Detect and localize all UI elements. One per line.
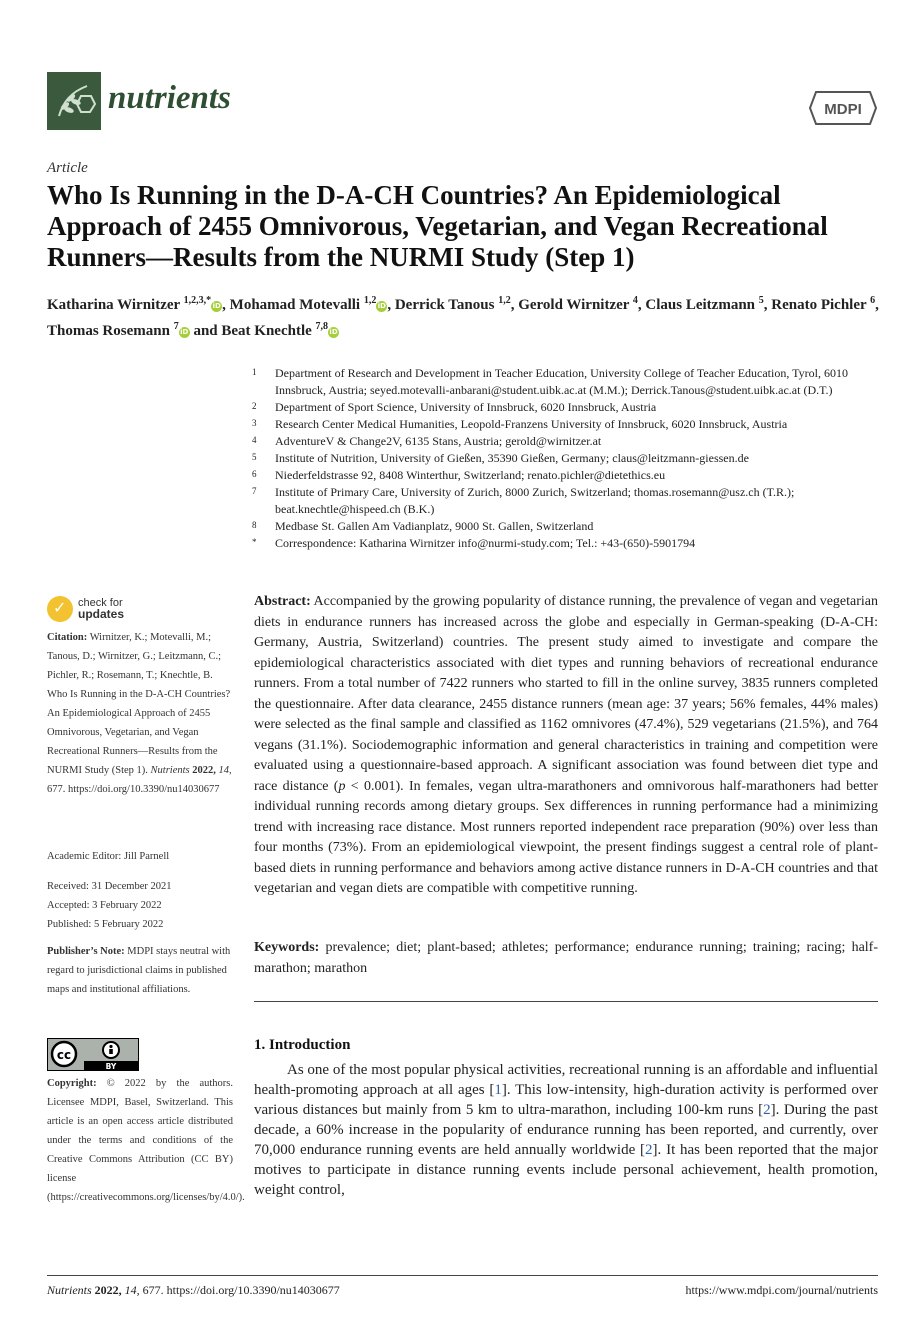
section-divider (254, 1001, 878, 1002)
author-affiliation-marks: 1,2,3,* (183, 295, 212, 306)
publisher-note (47, 942, 233, 999)
article-type: Article (47, 160, 88, 176)
publisher-logo (808, 88, 878, 128)
keywords-label: Keywords: (254, 940, 320, 955)
check-updates-line2: updates (78, 607, 125, 621)
check-updates-link[interactable] (78, 598, 124, 621)
affiliation-item (252, 433, 882, 450)
citation-label: Citation: (47, 632, 88, 643)
affiliation-item (252, 535, 882, 552)
check-updates-line1: check for (78, 597, 123, 609)
author-name[interactable]: Renato Pichler (771, 297, 871, 313)
affiliation-number: 7 (252, 486, 257, 496)
journal-name: nutrients (108, 80, 231, 116)
received-date: Received: 31 December 2021 (47, 881, 172, 892)
orcid-icon[interactable]: iD (377, 302, 386, 310)
citation-volume: 14, (218, 765, 232, 776)
intro-text-3: ]. During the past decade, a 60% increase in the popularity of endurance running has been reported, and currently, over 70,000 endurance running events are held annually worldwide [ (254, 1102, 878, 1158)
affiliation-text: Institute of Primary Care, University of Zurich, 8000 Zurich, Switzerland; thomas.rosemann@usz.ch (T.R.); beat.knechtle@hispeed.ch (B.K.) (275, 485, 795, 516)
section-heading: 1. Introduction (254, 1037, 351, 1053)
footer-year: 2022, (94, 1283, 122, 1297)
publisher-note-text: MDPI stays neutral with regard to jurisdictional claims in published maps and institutional affiliations. (47, 946, 231, 995)
academic-editor: Academic Editor: Jill Parnell (47, 851, 170, 862)
affiliation-number: * (252, 537, 257, 547)
affiliation-text: Department of Sport Science, University of Innsbruck, 6020 Innsbruck, Austria (275, 400, 657, 414)
author-affiliation-marks: 1,2 (498, 295, 511, 306)
journal-logo (47, 72, 101, 130)
affiliation-item (252, 450, 882, 467)
abstract (254, 592, 878, 900)
author-affiliation-marks: 6 (870, 295, 876, 306)
citation-link[interactable]: 2 (763, 1102, 771, 1118)
affiliation-number: 4 (252, 435, 257, 445)
author-list: Katharina Wirnitzer $^{1,2,3,*}$iD, Mohamad Motevalli $^{1,2}$iD, Derrick Tanous $^{1,2}$, Gerold Wirnitzer $^4$, Claus Leitzmann $^5$, Renato Pichler $^6$, Thomas Rosemann $^7$iD and Beat Knechtle $^{7,8}$iD (47, 295, 879, 339)
journal-logo-icon (47, 72, 101, 130)
copyright-label: Copyright: (47, 1078, 97, 1089)
citation-doi[interactable]: 677. https://doi.org/10.3390/nu14030677 (47, 784, 220, 795)
affiliation-item (252, 399, 882, 416)
orcid-icon[interactable]: iD (329, 328, 338, 336)
author-affiliation-marks: 4 (632, 295, 638, 306)
published-date: Published: 5 February 2022 (47, 919, 164, 930)
author-affiliation-marks: 7 (173, 321, 179, 332)
footer-journal: Nutrients (47, 1283, 92, 1297)
author-name[interactable]: Gerold Wirnitzer (518, 297, 633, 313)
copyright-block (47, 1074, 245, 1207)
affiliation-item (252, 467, 882, 484)
author-name[interactable]: Beat Knechtle (221, 323, 316, 339)
affiliation-text: Department of Research and Development in Teacher Education, University College of Teacher Education, Tyrol, 6010 Innsbruck, Austria; seyed.motevalli-anbarani@student.uibk.ac.at (M.M.); Derrick.Tanous@student.uibk.ac.at (D.T.) (275, 366, 848, 397)
orcid-icon[interactable]: iD (180, 328, 189, 336)
accepted-date: Accepted: 3 February 2022 (47, 900, 162, 911)
author-name[interactable]: Katharina Wirnitzer (47, 297, 184, 313)
intro-text-1: As one of the most popular physical activities, recreational running is an affordable and influential health-promoting approach at all ages [ (254, 1062, 878, 1098)
dates-block (47, 877, 233, 934)
footer-doi[interactable]: 677. https://doi.org/10.3390/nu14030677 (142, 1283, 340, 1297)
affiliation-number: 3 (252, 418, 257, 428)
author-name[interactable]: Derrick Tanous (394, 297, 499, 313)
cc-by-badge[interactable] (47, 1038, 139, 1071)
affiliation-number: 6 (252, 469, 257, 479)
affiliation-item (252, 365, 882, 399)
citation-link[interactable]: 2 (645, 1142, 653, 1158)
article-title: Who Is Running in the D-A-CH Countries? An Epidemiological Approach of 2455 Omnivorous, Vegetarian, and Vegan Recreational Runners—Results from the NURMI Study (Step 1) (47, 180, 828, 272)
publisher-note-label: Publisher’s Note: (47, 946, 125, 957)
affiliation-text: Medbase St. Gallen Am Vadianplatz, 9000 St. Gallen, Switzerland (275, 519, 594, 533)
affiliation-number: 2 (252, 401, 257, 411)
author-name[interactable]: Thomas Rosemann (47, 323, 174, 339)
affiliation-number: 5 (252, 452, 257, 462)
author-affiliation-marks: 7,8 (315, 321, 329, 332)
keywords (254, 938, 878, 979)
abstract-label: Abstract: (254, 594, 311, 609)
abstract-p-symbol: p (338, 778, 346, 794)
footer-volume: 14, (124, 1283, 140, 1297)
footer-divider (47, 1275, 878, 1276)
author-affiliation-marks: 1,2 (363, 295, 377, 306)
check-mark-icon: ✓ (53, 598, 67, 617)
affiliation-list (252, 365, 882, 552)
author-name[interactable]: Claus Leitzmann (645, 297, 759, 313)
affiliation-text: Institute of Nutrition, University of Gießen, 35390 Gießen, Germany; claus@leitzmann-giessen.de (275, 451, 749, 465)
footer-citation (47, 1283, 340, 1298)
affiliation-text: Correspondence: Katharina Wirnitzer info@nurmi-study.com; Tel.: +43-(650)-5901794 (275, 536, 696, 550)
keywords-text: prevalence; diet; plant-based; athletes; performance; endurance running; training; racing; half-marathon; marathon (254, 940, 879, 976)
author-affiliation-marks: 5 (758, 295, 764, 306)
author-name[interactable]: Mohamad Motevalli (229, 297, 364, 313)
citation-text: Wirnitzer, K.; Motevalli, M.; Tanous, D.; Wirnitzer, G.; Leitzmann, C.; Pichler, R.; Rosemann, T.; Knechtle, B. Who Is Running in the D-A-CH Countries? An Epidemiological Approach of 2455 Omnivorous, Vegetarian, and Vegan Recreational Runners—Results from the NURMI Study (Step 1). (47, 632, 231, 776)
citation-journal: Nutrients (150, 765, 190, 776)
footer-journal-url[interactable]: https://www.mdpi.com/journal/nutrients (685, 1283, 878, 1297)
orcid-icon[interactable]: iD (212, 302, 221, 310)
abstract-text-2: < 0.001). In females, vegan ultra-marathoners and omnivorous half-marathoners had better individual running records among dietary groups. Sex differences in running performance had a minimizing trend with increasing race distance. Most runners reported independent race preparation (90%) over less than four months (73%). From an epidemiological viewpoint, the present findings suggest a central role of plant-based diets in running performance and behaviors among active distance runners in D-A-CH countries and that vegetarian and vegan diets are compatible with competitive running. (254, 778, 878, 896)
affiliation-number: 8 (252, 520, 257, 530)
citation-year: 2022, (192, 765, 216, 776)
intro-text-4: ]. It has been reported that the major motives to participate in distance running events include personal achievement, health promotion, weight control, (254, 1142, 879, 1198)
intro-text-2: ]. This low-intensity, high-duration activity is performed over various distances but mainly from 5 km to ultra-marathon, including 100-km runs [ (254, 1082, 879, 1118)
citation-link[interactable]: 1 (494, 1082, 502, 1098)
introduction-paragraph (254, 1060, 878, 1200)
publisher-name: MDPI (824, 101, 862, 118)
affiliation-number: 1 (252, 367, 257, 377)
citation-block (47, 628, 233, 799)
affiliation-item (252, 416, 882, 433)
affiliation-item (252, 518, 882, 535)
copyright-text: © 2022 by the authors. Licensee MDPI, Basel, Switzerland. This article is an open access article distributed under the terms and conditions of the Creative Commons Attribution (CC BY) license (https://creativecommons.org/licenses/by/4.0/). (47, 1078, 245, 1203)
abstract-text-1: Accompanied by the growing popularity of distance running, the prevalence of vegan and vegetarian diets in endurance runners has increased across the globe and especially in German-speaking (D-A-CH: Germany, Austria, Switzerland) countries. The present study aimed to investigate and compare the epidemiological characteristics associated with diet types and running behaviors of recreational endurance runners. From a total number of 7422 runners who started to fill in the online survey, 3835 runners completed the questionnaire. After data clearance, 2455 distance runners (mean age: 37 years; 56% females, 44% males) were selected as the final sample and classified as 1162 omnivores (47.4%), 529 vegetarians (21.5%), and 764 vegans (31.1%). Sociodemographic information and general characteristics in training and competition were evaluated using a questionnaire-based approach. A significant association was found between diet type and race distance ( (254, 594, 878, 794)
affiliation-text: Niederfeldstrasse 92, 8408 Winterthur, Switzerland; renato.pichler@dietethics.eu (275, 468, 666, 482)
cc-badge-label: BY (105, 1062, 117, 1070)
svg-text:cc: cc (56, 1048, 72, 1062)
affiliation-text: AdventureV & Change2V, 6135 Stans, Austria; gerold@wirnitzer.at (275, 434, 602, 448)
affiliation-item (252, 484, 882, 518)
affiliation-text: Research Center Medical Humanities, Leopold-Franzens University of Innsbruck, 6020 Innsbruck, Austria (275, 417, 788, 431)
